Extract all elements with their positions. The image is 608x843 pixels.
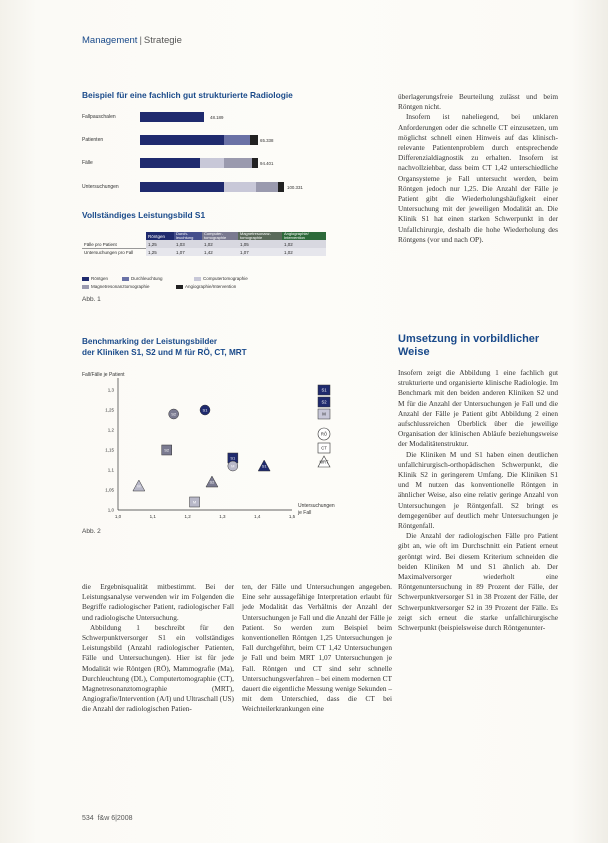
fig1-caption: Abb. 1 — [82, 296, 101, 303]
legend-mrt — [82, 284, 150, 289]
data-label: M — [137, 483, 141, 489]
paragraph: Abbildung 1 beschreibt für den Schwerpunktversorger S1 ein vollständiges Leistungsbild (Anzahl radiologischer Patienten, Fälle und Untersuchungen). Hier ist für jede Modalität wie Röntgen (RÖ), Mammografie (Ma), Durchleuchtung (DL), Computertomographie (CT), Magnetresonanztomographie (MRT), Angiografie/Intervention (A/I) und Ultraschall (US) die Anzahl der radiologischen Patien- — [82, 622, 234, 714]
row-label: Untersuchungen pro Fall — [84, 250, 134, 256]
data-label: S2 — [171, 411, 177, 417]
legend-ct — [194, 276, 248, 281]
y-tick-label: 1,2 — [107, 427, 114, 433]
key-label: CT — [321, 445, 327, 451]
key-label: S1 — [321, 387, 327, 393]
bar-row — [82, 135, 312, 147]
x-axis-label: Untersuchungen — [298, 503, 335, 509]
y-tick-label: 1,15 — [105, 447, 114, 453]
paragraph: die Ergebnisqualität mitbestimmt. Bei der Leistungsanalyse verwenden wir im Folgenden die Begriffe radiologischer Patient, radiologischer Fall und radiologische Untersuchung. — [82, 582, 234, 622]
col-angio: Angiographie/ Intervention — [282, 232, 326, 240]
text-column-middle — [242, 582, 392, 715]
table-cell: 1,25 — [146, 240, 174, 248]
bar-total: 65.338 — [260, 138, 274, 143]
table-header-row — [82, 232, 326, 240]
fig1-title: Beispiel für eine fachlich gut strukturierte Radiologie — [82, 90, 293, 100]
performance-table — [82, 232, 326, 256]
data-label: S1 — [261, 463, 267, 469]
table-cell: 1,03 — [174, 240, 202, 248]
page-footer — [82, 815, 132, 822]
bar-segment — [250, 135, 258, 145]
fig2-title-line2: der Kliniken S1, S2 und M für RÖ, CT, MRT — [82, 348, 247, 357]
header-subsection: Strategie — [143, 35, 182, 46]
header-separator: | — [139, 35, 142, 46]
bar-segment — [256, 182, 278, 192]
legend-label: Computertomographie — [203, 276, 248, 281]
table-cell: 1,02 — [202, 240, 238, 248]
table-cell: 1,42 — [202, 248, 238, 256]
bar-segment — [140, 135, 224, 145]
bar-segment — [140, 158, 200, 168]
legend-label: Magnetresonanztomographie — [91, 284, 150, 289]
x-tick-label: 1,0 — [114, 514, 122, 519]
fig1b-title: Vollständiges Leistungsbild S1 — [82, 210, 206, 220]
col-mrt: Magnetresonanz- tomographie — [238, 232, 282, 240]
bar-row — [82, 112, 312, 124]
bar-segment — [200, 158, 224, 168]
y-axis-label: Fall/Fälle je Patient — [82, 372, 125, 378]
paragraph: ten, der Fälle und Untersuchungen angegeben. Eine sehr aussagefähige Interpretation erlaubt für jede Modalität das Verhältnis der Anzahl der Untersuchungen je Fall und die Anzahl der Fälle je Patient. So werden zum Beispiel beim konventionellen Röntgen 1,25 Untersuchungen je Fall durchgeführt, beim CT 1,42 Untersuchungen je Fall und beim MRT 1,07 Untersuchungen je Fall. Röntgen und CT sind sehr schnelle Untersuchungsverfahren – bei einem modernen CT dauert die eigentliche Messung wenige Sekunden – mit dem Unterschied, dass die CT bei Weichteilerkrankungen eine — [242, 582, 392, 714]
table-row — [82, 240, 326, 248]
header-section: Management — [82, 35, 138, 46]
bar-total: 48.189 — [210, 115, 224, 120]
text-column-right-top — [398, 92, 558, 245]
bar-label: Patienten — [82, 137, 104, 143]
table-cell: 1,02 — [282, 240, 326, 248]
x-tick-label: 1,3 — [219, 514, 226, 519]
legend-swatch — [82, 277, 89, 281]
text-column-left — [82, 582, 234, 715]
data-label: S2 — [164, 447, 170, 453]
bar-segment — [224, 158, 252, 168]
table-cell: 1,05 — [238, 240, 282, 248]
fig2-caption: Abb. 2 — [82, 528, 101, 535]
y-tick-label: 1,25 — [105, 407, 114, 413]
y-tick-label: 1,1 — [107, 467, 114, 473]
fig2-title-line1: Benchmarking der Leistungsbilder — [82, 337, 218, 346]
page-number: 534 — [82, 815, 94, 822]
col-durchleuchtung: Durch- leuchtung — [174, 232, 202, 240]
paragraph: Die Kliniken M und S1 haben einen deutlichen unfallchirurgisch-orthopädischen Schwerpunkt, die Klinik S2 in geringerem Umfang. Die Kliniken S1 und M nutzen das konventionelle Röntgen in ähnlicher Weise, also eine relativ geringe Anzahl von Untersuchungen je Röntgenfall. S2 bringt es demgegenüber auf deutlich mehr Untersuchungen je Röntgenfall. — [398, 449, 558, 531]
bar-total: 100.331 — [287, 185, 303, 190]
legend-swatch — [82, 285, 89, 289]
paragraph: Insofern ist naheliegend, bei unklaren Anforderungen oder die schnelle CT einzusetzen, um möglichst schnell einen Hinweis auf das klinisch-relevante Patientenproblem durch entsprechende Differenzialdiagnostik zu erhalten. Insofern ist nachvollziehbar, dass beim CT 1,42 unterschiedliche Organsysteme je Fall untersucht werden, beim Röntgen jedoch nur 1,25. Die Anzahl der Fälle je Patient gibt die Wiederholungshäufigkeit einer Untersuchung mit der jeweiligen Modalität an. Die Klinik S1 hat einen starken Schwerpunkt in der Unfallchirurgie, deshalb die hohe Wiederholung des Röntgens (vor und nach OP). — [398, 112, 558, 244]
bar-label: Fallpauschalen — [82, 114, 116, 120]
bar-row — [82, 182, 312, 194]
x-tick-label: 1,4 — [254, 514, 261, 519]
legend-label: Röntgen — [91, 276, 109, 281]
paragraph: Insofern zeigt die Abbildung 1 eine fachlich gut strukturierte und organisierte klinische Radiologie. Im Benchmark mit den beiden anderen Kliniken S2 und M für die Anzahl der Untersuchungen je Fall und die Anzahl der Fälle je Patient gibt Abbildung 2 einen aufschlussreichen Überblick über die jeweilige Organisation der klinischen Abläufe beziehungsweise der Modalitätenstruktur. — [398, 368, 558, 449]
legend-swatch — [194, 277, 201, 281]
fig2-title — [82, 336, 247, 358]
col-ct: Computer- tomographie — [202, 232, 238, 240]
key-label: M — [322, 411, 326, 417]
y-tick-label: 1,0 — [107, 507, 114, 513]
data-label: S1 — [230, 455, 236, 461]
table-cell: 1,25 — [146, 248, 174, 256]
x-tick-label: 1,2 — [184, 514, 191, 519]
paragraph: überlagerungsfreie Beurteilung zulässt und beim Röntgen nicht. — [398, 92, 558, 112]
bar-row — [82, 158, 312, 170]
y-tick-label: 1,3 — [107, 387, 114, 393]
key-label: RÖ — [320, 431, 328, 437]
bar-segment — [140, 112, 204, 122]
bar-total: 94.401 — [260, 161, 274, 166]
y-tick-label: 1,05 — [105, 487, 114, 493]
legend-label: Durchleuchtung — [131, 276, 163, 281]
legend-roentgen — [82, 276, 108, 281]
data-label: M — [231, 463, 235, 469]
bar-segment — [224, 135, 250, 145]
x-tick-label: 1,1 — [149, 514, 156, 519]
bar-segment — [252, 158, 258, 168]
legend-durchleuchtung — [122, 276, 163, 281]
bar-segment — [140, 182, 224, 192]
data-label: S2 — [209, 479, 215, 485]
bar-segment — [278, 182, 284, 192]
bar-label: Fälle — [82, 160, 93, 166]
row-label: Fälle pro Patient — [82, 240, 146, 248]
table-row — [82, 248, 326, 256]
legend-swatch — [176, 285, 183, 289]
col-roentgen: Röntgen — [146, 232, 174, 240]
running-header — [82, 35, 182, 46]
bar-segment — [224, 182, 256, 192]
x-tick-label: 1,5 — [288, 514, 296, 519]
legend-label: Angiographie/Intervention — [185, 284, 237, 289]
data-label: M — [192, 499, 197, 505]
text-column-right-bottom — [398, 368, 558, 633]
section-heading: Umsetzung in vorbildlicher Weise — [398, 333, 540, 358]
table-cell: 1,07 — [238, 248, 282, 256]
legend-swatch — [122, 277, 129, 281]
legend-angio — [176, 284, 236, 289]
bar-label: Untersuchungen — [82, 184, 119, 190]
table-cell: 1,02 — [282, 248, 326, 256]
key-label: MRT — [319, 459, 329, 465]
data-label: S1 — [202, 407, 208, 413]
x-axis-label: je Fall — [298, 510, 312, 516]
paragraph: Die Anzahl der radiologischen Fälle pro Patient gibt an, wie oft im Durchschnitt ein Patient erneut geröntgt wird. Bei diesem Kriterium schneiden die beiden Kliniken M und S1 ähnlich ab. Der Maximalversorger wiederholt eine Röntgenuntersuchung in 89 Prozent der Fälle, der Schwerpunktversorger S1 in 38 Prozent der Fälle, der Schwerpunktversorger S2 in 39 Prozent der Fälle. Es zeigt sich erneut die starke unfallchirurgische Schwerpunkt (beispielsweise durch Röntgenunter- — [398, 531, 558, 633]
key-label: S2 — [321, 399, 327, 405]
journal-name: f&w 6|2008 — [97, 815, 133, 822]
benchmark-scatter-chart — [82, 368, 362, 538]
table-cell: 1,07 — [174, 248, 202, 256]
